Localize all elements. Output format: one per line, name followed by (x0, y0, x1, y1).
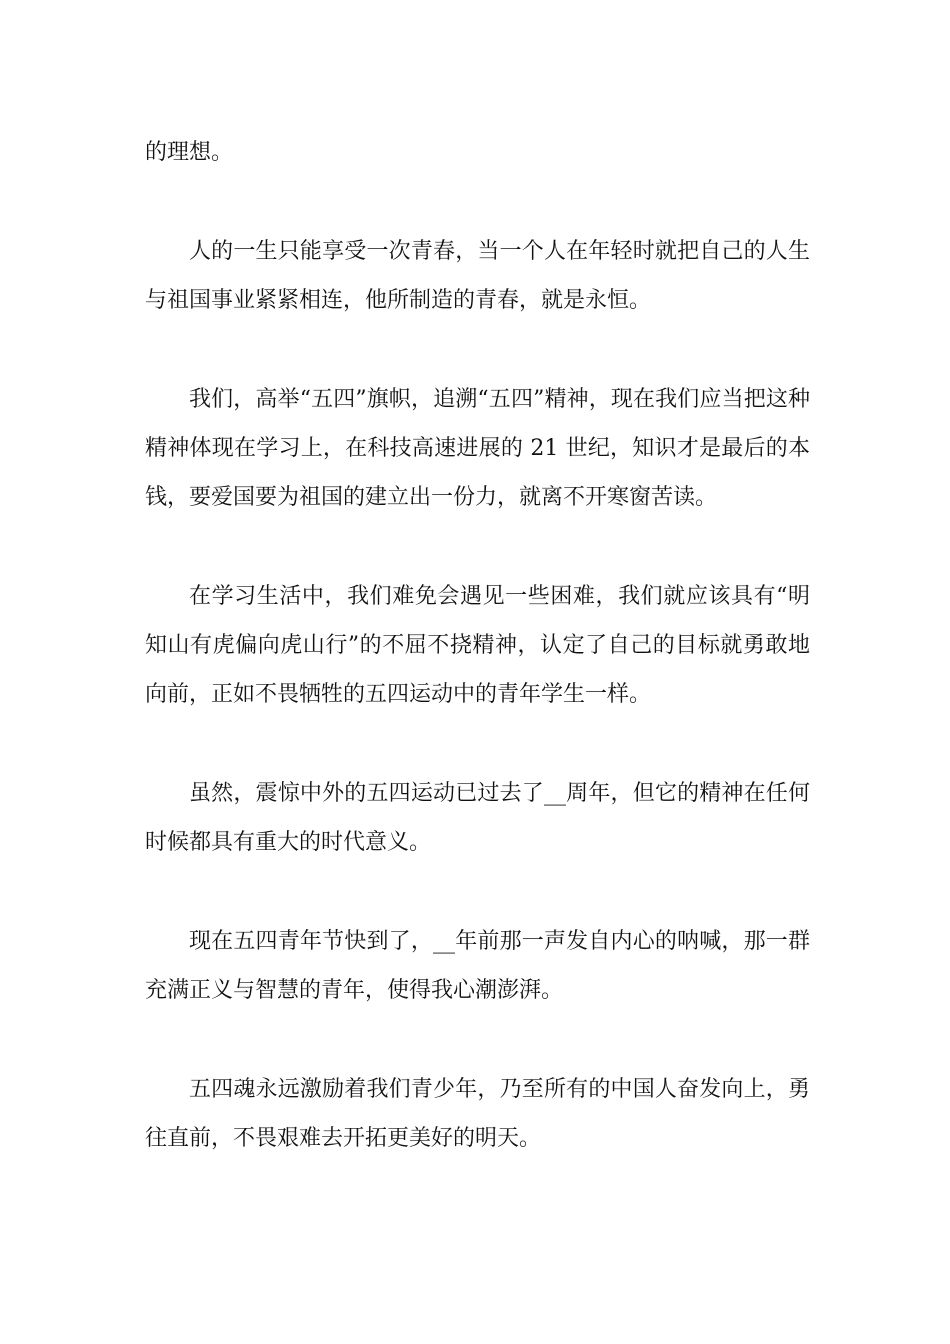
paragraph-anniversary: 虽然，震惊中外的五四运动已过去了__周年，但它的精神在任何时候都具有重大的时代意义。 (145, 781, 810, 855)
paragraph-may-fourth-spirit: 我们，高举“五四”旗帜，追溯“五四”精神，现在我们应当把这种精神体现在学习上，在科技高速进展的 21 世纪，知识才是最后的本钱，要爱国要为祖国的建立出一份力，就离不开寒窗苦读。 (145, 387, 810, 510)
paragraph-youth-day: 现在五四青年节快到了，__年前那一声发自内心的呐喊，那一群充满正义与智慧的青年，使得我心潮澎湃。 (145, 929, 810, 1003)
paragraph-difficulties: 在学习生活中，我们难免会遇见一些困难，我们就应该具有“明知山有虎偏向虎山行”的不屈不挠精神，认定了自己的目标就勇敢地向前，正如不畏牺牲的五四运动中的青年学生一样。 (145, 584, 810, 707)
paragraph-conclusion: 五四魂永远激励着我们青少年，乃至所有的中国人奋发向上，勇往直前，不畏艰难去开拓更美好的明天。 (145, 1077, 810, 1151)
paragraph-continuation: 的理想。 (145, 140, 234, 165)
paragraph-youth: 人的一生只能享受一次青春，当一个人在年轻时就把自己的人生与祖国事业紧紧相连，他所制造的青春，就是永恒。 (145, 239, 810, 313)
body-text (145, 128, 810, 1213)
